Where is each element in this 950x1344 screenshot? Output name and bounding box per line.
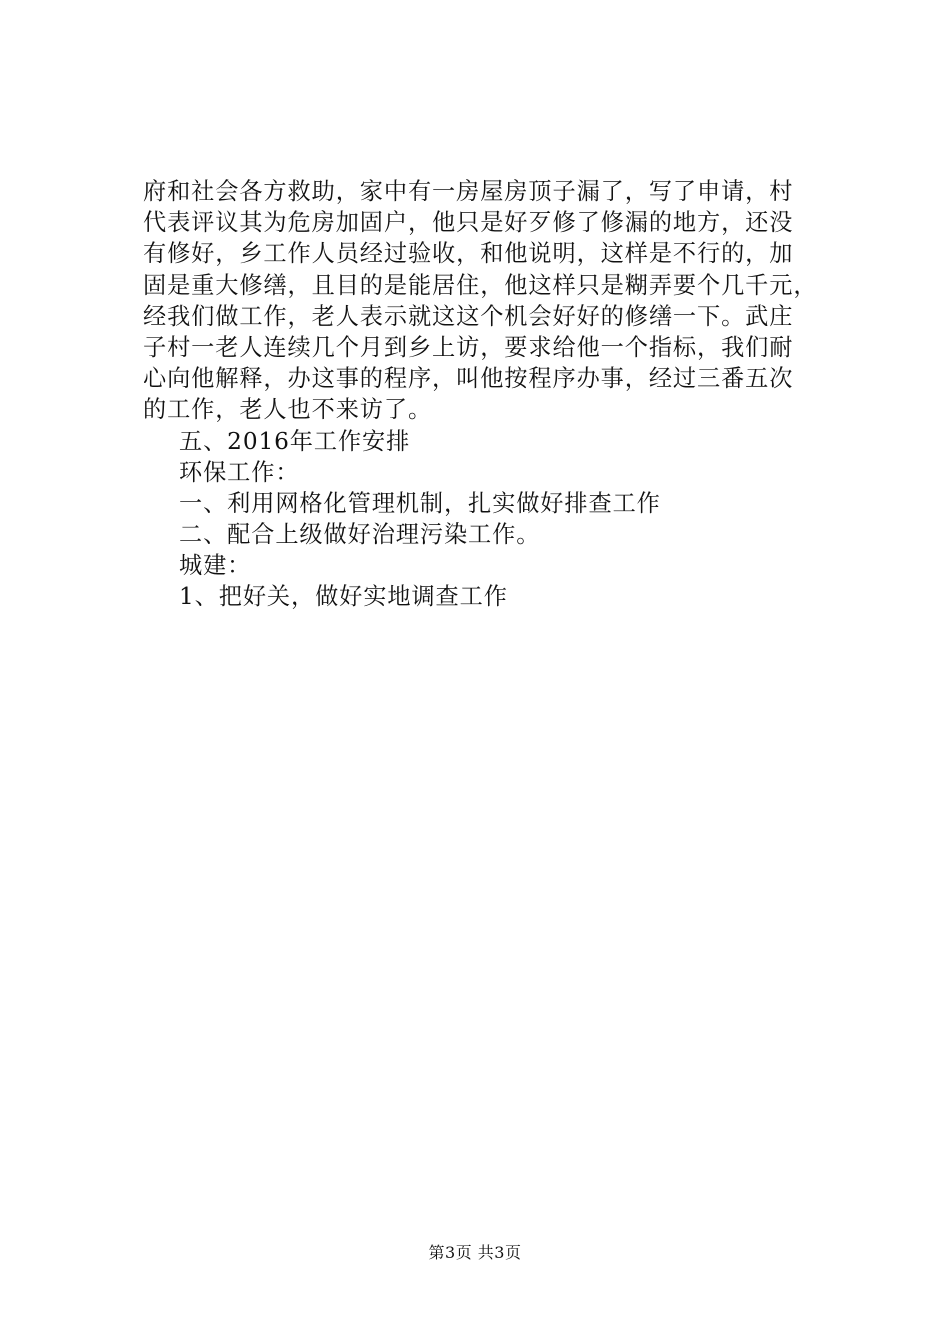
page-footer: 第3页 共3页 xyxy=(428,1243,522,1262)
env-item: 一、利用网格化管理机制，扎实做好排查工作 xyxy=(179,489,661,517)
document-body xyxy=(143,176,833,613)
section-heading: 五、2016年工作安排 xyxy=(179,427,411,455)
paragraph-line: 代表评议其为危房加固户，他只是好歹修了修漏的地方，还没 xyxy=(143,209,794,237)
env-item: 二、配合上级做好治理污染工作。 xyxy=(179,521,541,549)
urban-heading: 城建： xyxy=(179,552,252,580)
paragraph-line: 的工作，老人也不来访了。 xyxy=(143,396,433,424)
paragraph-line: 子村一老人连续几个月到乡上访，要求给他一个指标，我们耐 xyxy=(143,333,794,361)
paragraph-line: 府和社会各方救助，家中有一房屋房顶子漏了，写了申请，村 xyxy=(143,178,794,205)
paragraph-line: 有修好，乡工作人员经过验收，和他说明，这样是不行的，加 xyxy=(143,240,794,268)
paragraph-line: 固是重大修缮，且目的是能居住，他这样只是糊弄要个几千元， xyxy=(143,271,818,299)
urban-item: 1、把好关，做好实地调查工作 xyxy=(179,583,508,611)
paragraph-line: 心向他解释，办这事的程序，叫他按程序办事，经过三番五次 xyxy=(143,365,794,393)
env-heading: 环保工作： xyxy=(179,458,300,486)
paragraph-line: 经我们做工作，老人表示就这这个机会好好的修缮一下。武庄 xyxy=(143,302,794,330)
